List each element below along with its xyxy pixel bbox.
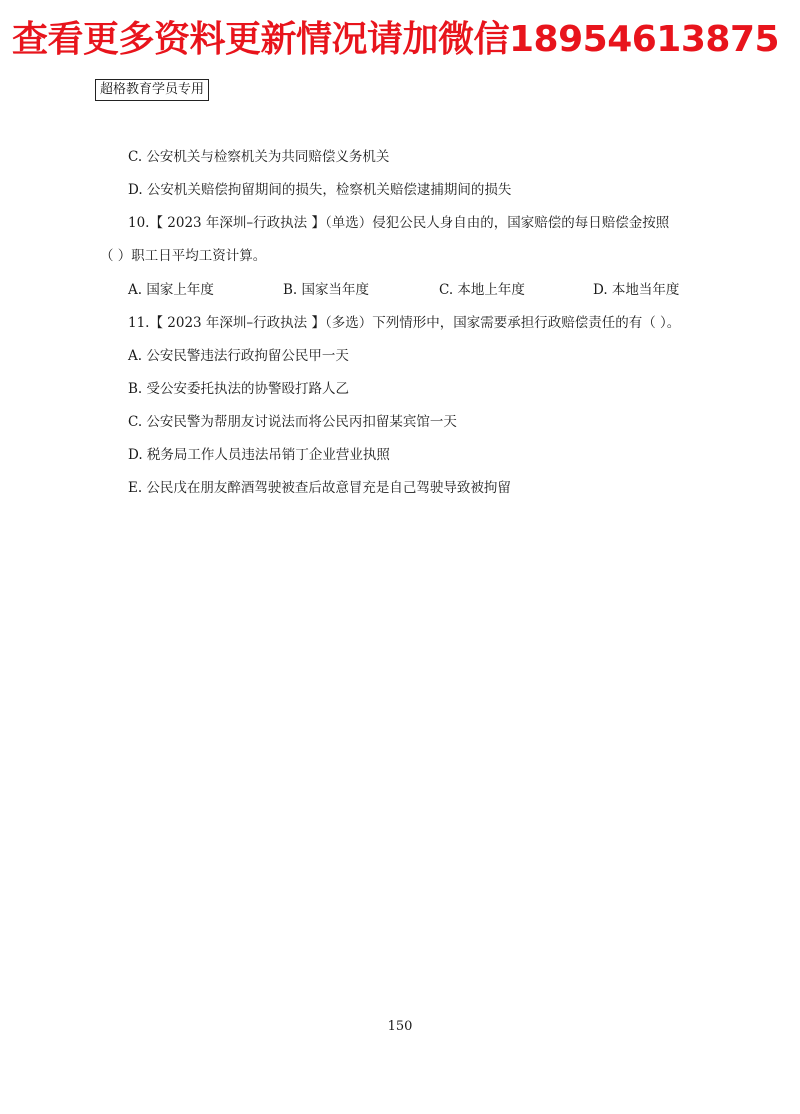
q9-option-d: D. 公安机关赔偿拘留期间的损失，检察机关赔偿逮捕期间的损失 [128,182,512,198]
q11-option-e: E. 公民戊在朋友醉酒驾驶被查后故意冒充是自己驾驶导致被拘留 [128,480,511,496]
q10-option-d: D. 本地当年度 [593,282,680,298]
page-number: 150 [387,1019,413,1034]
q11-option-d: D. 税务局工作人员违法吊销丁企业营业执照 [128,447,390,463]
q10-option-c: C. 本地上年度 [439,282,525,298]
q10-option-a: A. 国家上年度 [128,282,214,298]
q11-stem: 11.【 2023 年深圳–行政执法 】（多选）下列情形中，国家需要承担行政赔偿责任的有（ ）。 [128,315,681,331]
q11-option-a: A. 公安民警违法行政拘留公民甲一天 [128,348,349,364]
q11-option-b: B. 受公安委托执法的协警殴打路人乙 [128,381,350,397]
watermark-banner: 查看更多资料更新情况请加微信18954613875 [12,19,780,60]
q10-stem: 10.【 2023 年深圳–行政执法 】（单选）侵犯公民人身自由的，国家赔偿的每日赔偿金按照 [128,215,670,231]
member-stamp: 超格教育学员专用 [95,79,209,101]
q10-stem-continued: （ ）职工日平均工资计算。 [100,248,267,264]
q10-option-b: B. 国家当年度 [283,282,370,298]
q11-option-c: C. 公安民警为帮朋友讨说法而将公民丙扣留某宾馆一天 [128,414,457,430]
q9-option-c: C. 公安机关与检察机关为共同赔偿义务机关 [128,149,390,165]
